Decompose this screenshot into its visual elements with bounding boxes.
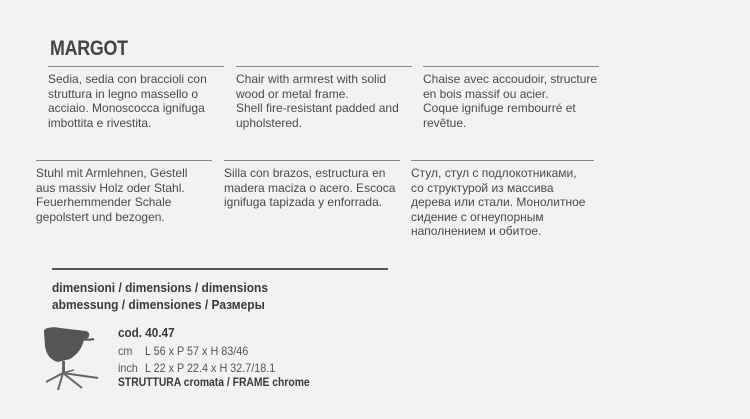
unit-cm: cm (118, 344, 133, 358)
divider-it (48, 66, 224, 67)
measurements-inch (118, 361, 275, 375)
divider-fr (423, 66, 599, 67)
product-title: MARGOT (50, 37, 128, 60)
unit-inch: inch (118, 361, 138, 375)
description-english: Chair with armrest with solid wood or metal frame. Shell fire-resistant padded and upholstered. (236, 72, 399, 130)
description-spanish: Silla con brazos, estructura en madera maciza o acero. Escoca ignifuga tapizada y enforrada. (224, 166, 396, 209)
values-inch: L 22 x P 22.4 x H 32.7/18.1 (145, 361, 276, 375)
description-italian: Sedia, sedia con braccioli con struttura in legno massello o acciaio. Monoscocca ignifuga imbottita e rivestita. (48, 72, 207, 130)
description-german: Stuhl mit Armlehnen, Gestell aus massiv Holz oder Stahl. Feuerhemmender Schale gepolstert und bezogen. (36, 166, 188, 224)
values-cm: L 56 x P 57 x H 83/46 (145, 344, 249, 358)
measurements-cm (118, 344, 248, 358)
divider-en (236, 66, 412, 67)
dimensions-heading-line2: abmessung / dimensiones / Размеры (52, 297, 265, 312)
divider-de (36, 160, 212, 161)
chair-illustration (38, 326, 114, 396)
dimensions-heading-line1: dimensioni / dimensions / dimensions (52, 280, 268, 295)
product-code: cod. 40.47 (118, 325, 175, 340)
description-french: Chaise avec accoudoir, structure en bois massif ou acier. Coque ignifuge rembourré et revêtue. (423, 72, 598, 130)
divider-es (224, 160, 400, 161)
frame-finish: STRUTTURA cromata / FRAME chrome (118, 377, 310, 389)
description-russian: Стул, стул с подлокотниками, со структурой из массива дерева или стали. Монолитное сидение с огнеупорным наполнением и обитое. (411, 166, 586, 238)
divider-ru (411, 160, 594, 161)
dimensions-divider (52, 268, 388, 270)
